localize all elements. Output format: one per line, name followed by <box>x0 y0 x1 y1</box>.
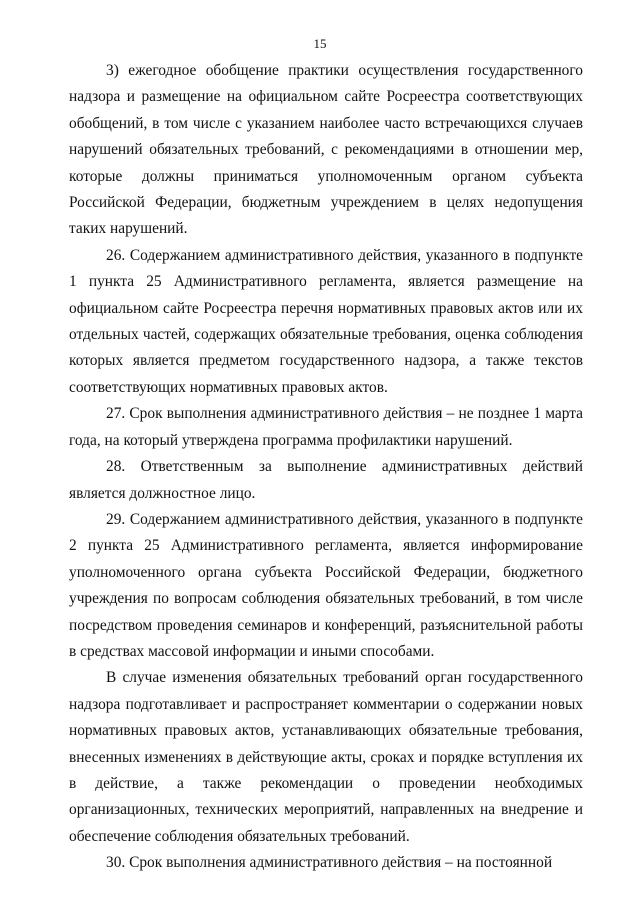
document-body <box>69 58 583 877</box>
paragraph-30: 30. Срок выполнения административного действия – на постоянной <box>106 854 553 872</box>
paragraph-item-3: 3) ежегодное обобщение практики осуществления государственного надзора и размещение на официальном сайте Росреестра соответствующих обобщений, в том числе с указанием наиболее часто встречающихся случаев нарушений обязательных требований, с рекомендациями в отношении мер, которые должны приниматься уполномоченным органом субъекта Российской Федерации, бюджетным учреждением в целях недопущения таких нарушений. <box>69 62 583 238</box>
paragraph-28: 28. Ответственным за выполнение административных действий является должностное лицо. <box>69 458 583 502</box>
paragraph-26: 26. Содержанием административного действия, указанного в подпункте 1 пункта 25 Административного регламента, является размещение на официальном сайте Росреестра перечня нормативных правовых актов или их отдельных частей, содержащих обязательные требования, оценка соблюдения которых является предметом государственного надзора, а также текстов соответствующих нормативных правовых актов. <box>69 246 583 396</box>
page-number: 15 <box>313 36 327 51</box>
paragraph-29: 29. Содержанием административного действия, указанного в подпункте 2 пункта 25 Административного регламента, является информирование уполномоченного органа субъекта Российской Федерации, бюджетного учреждения по вопросам соблюдения обязательных требований, в том числе посредством проведения семинаров и конференций, разъяснительной работы в средствах массовой информации и иными способами. <box>69 510 583 660</box>
paragraph-changes: В случае изменения обязательных требований орган государственного надзора подготавливает и распространяет комментарии о содержании новых нормативных правовых актов, устанавливающих обязательные требования, внесенных изменениях в действующие акты, сроках и порядке вступления их в действие, а также рекомендации о проведении необходимых организационных, технических мероприятий, направленных на внедрение и обеспечение соблюдения обязательных требований. <box>69 669 583 845</box>
paragraph-27: 27. Срок выполнения административного действия – не позднее 1 марта года, на который утверждена программа профилактики нарушений. <box>69 405 583 449</box>
